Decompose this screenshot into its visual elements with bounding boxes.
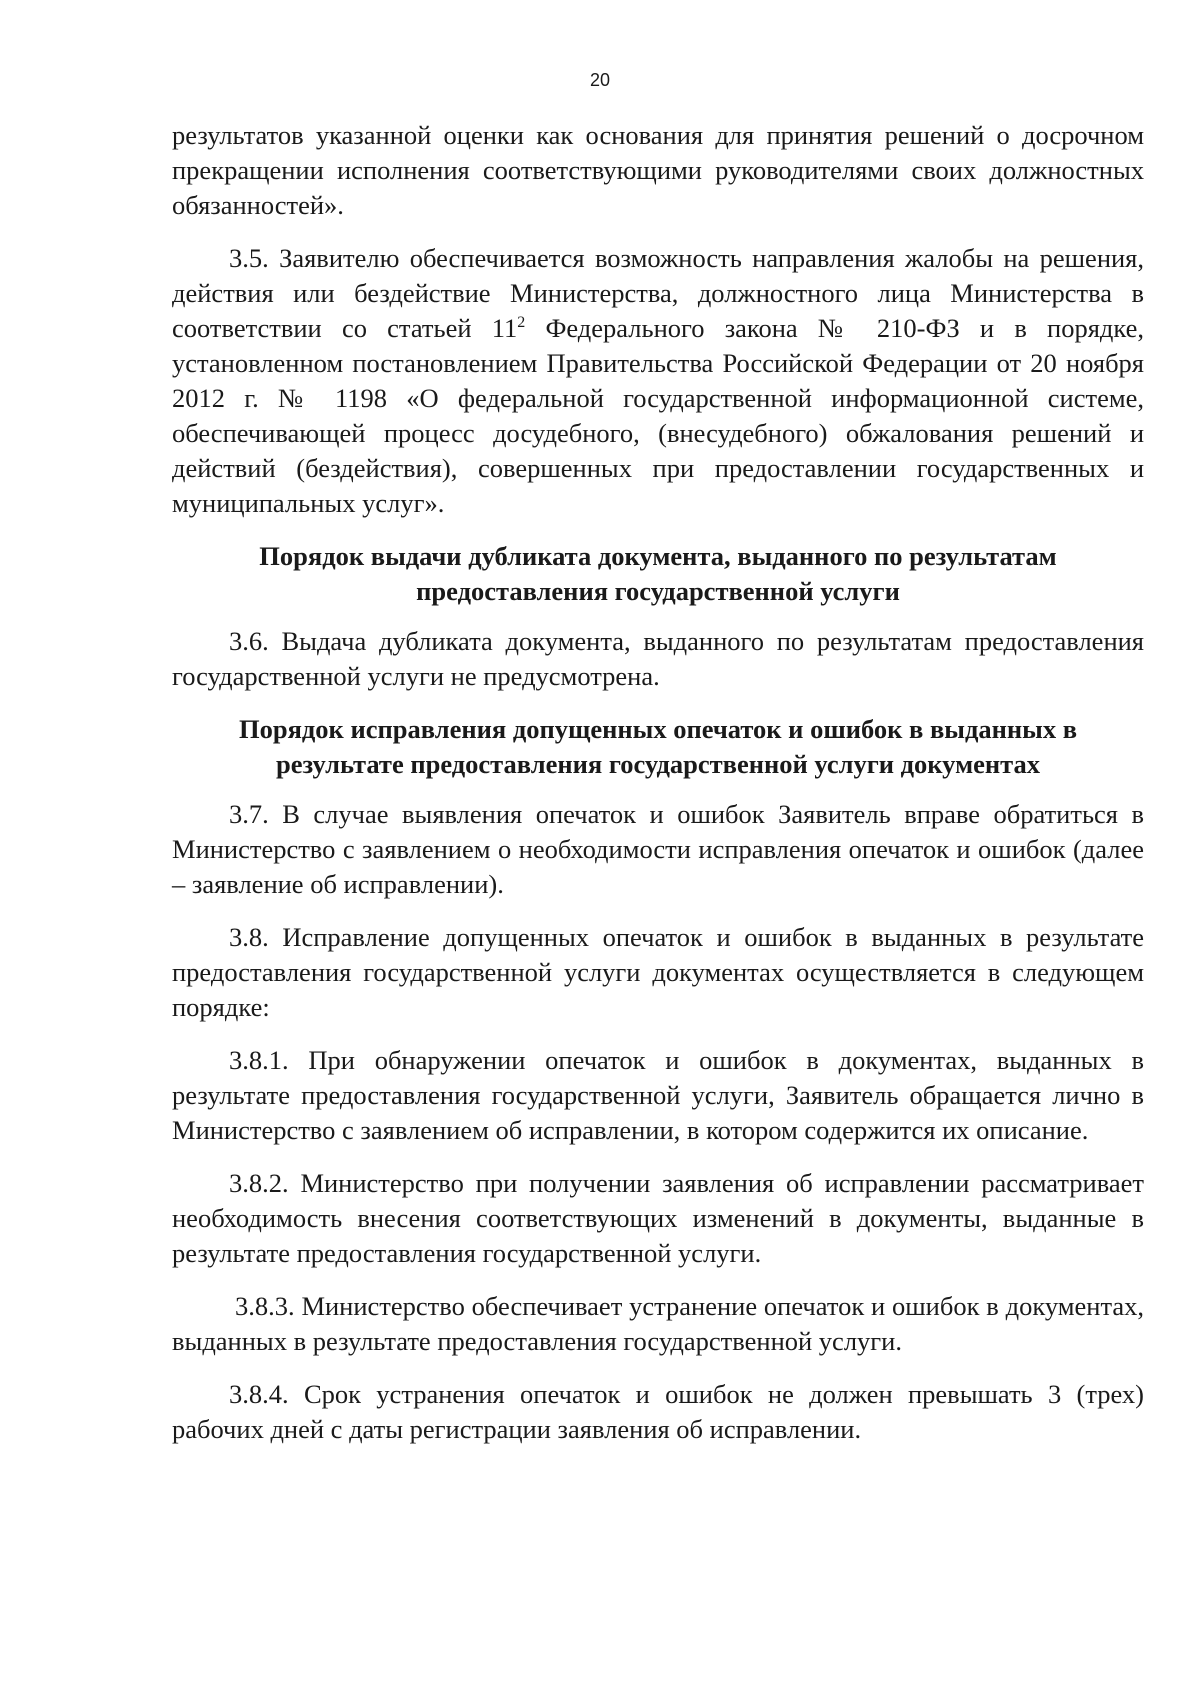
document-body (172, 118, 1144, 1465)
heading-line: предоставления государственной услуги (416, 576, 900, 606)
paragraph-3-8-3: 3.8.3. Министерство обеспечивает устранение опечаток и ошибок в документах, выданных в результате предоставления государственной услуги. (172, 1291, 1144, 1356)
page-number: 20 (589, 70, 611, 90)
paragraph-3-8-2: 3.8.2. Министерство при получении заявления об исправлении рассматривает необходимость внесения соответствующих изменений в документы, выданные в результате предоставления государственной услуги. (172, 1168, 1144, 1268)
heading-line: Порядок выдачи дубликата документа, выданного по результатам (259, 541, 1057, 571)
paragraph-3-7: 3.7. В случае выявления опечаток и ошибок Заявитель вправе обратиться в Министерство с заявлением о необходимости исправления опечаток и ошибок (далее – заявление об исправлении). (172, 799, 1144, 899)
paragraph-3-8: 3.8. Исправление допущенных опечаток и ошибок в выданных в результате предоставления государственной услуги документах осуществляется в следующем порядке: (172, 922, 1144, 1022)
paragraph-3-8-1: 3.8.1. При обнаружении опечаток и ошибок в документах, выданных в результате предоставления государственной услуги, Заявитель обращается лично в Министерство с заявлением об исправлении, в котором содержится их описание. (172, 1045, 1144, 1145)
section-heading-duplicate (172, 539, 1144, 609)
superscript-article: 2 (517, 314, 526, 332)
paragraph-3-8-4: 3.8.4. Срок устранения опечаток и ошибок не должен превышать 3 (трех) рабочих дней с даты регистрации заявления об исправлении. (172, 1379, 1144, 1444)
heading-line: Порядок исправления допущенных опечаток и ошибок в выданных в (238, 714, 1078, 744)
heading-line: результате предоставления государственной услуги документах (275, 749, 1041, 779)
paragraph-3-5-text-start: 3.5. Заявителю обеспечивается возможность направления жалобы на решения, действия или бездействие Министерства, должностного лица Министерства в соответствии со статьей 11 (172, 243, 1144, 343)
paragraph-continuation: результатов указанной оценки как основания для принятия решений о досрочном прекращении исполнения соответствующими руководителями своих должностных обязанностей». (172, 120, 1144, 220)
paragraph-3-5 (172, 241, 1144, 521)
paragraph-3-6: 3.6. Выдача дубликата документа, выданного по результатам предоставления государственной услуги не предусмотрена. (172, 626, 1144, 691)
paragraph-3-5-text-end: Федерального закона № 210-ФЗ и в порядке, установленном постановлением Правительства Российской Федерации от 20 ноября 2012 г. № 1198 «О федеральной государственной информационной системе, обеспечивающей процесс досудебного, (внесудебного) обжалования решений и действий (бездействия), совершенных при предоставлении государственных и муниципальных услуг». (172, 313, 1144, 518)
section-heading-corrections (172, 712, 1144, 782)
